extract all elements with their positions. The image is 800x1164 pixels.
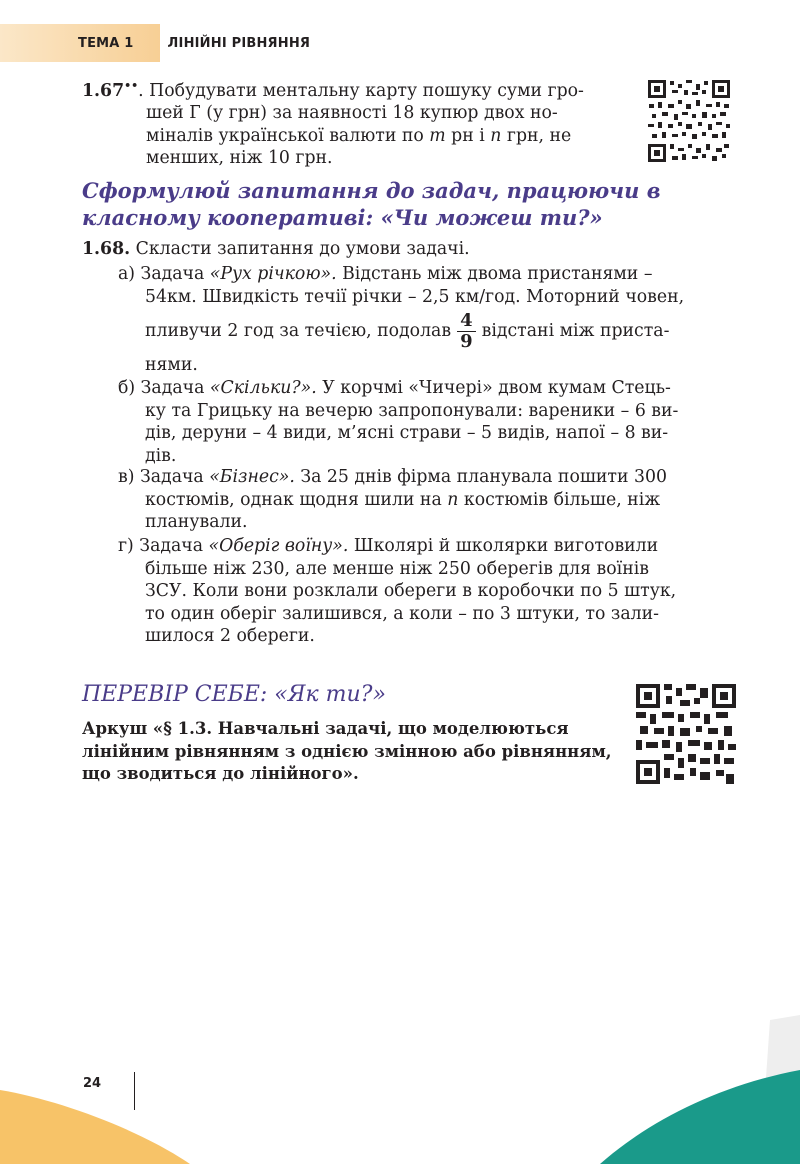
page-header [78,36,310,51]
problem-167 [82,75,622,170]
page-number-divider [134,1072,135,1110]
page-number: 24 [83,1076,102,1091]
fraction: $\frac{4}{9}$ [457,311,476,352]
problem-text: . Побудувати ментальну карту пошуку суми гро- [138,80,584,101]
item-c: в) Задача «Бізнес». За 25 днів фірма планувала пошити 300 костюмів, однак щодня шили на n костюмів більше, ніж планували. [118,467,667,532]
problem-text: міналів української валюти по m рн і n грн, не [146,125,572,146]
teal-corner-shape [600,1070,800,1164]
problem-number: 1.67 [82,80,125,101]
problem-168 [82,238,742,261]
problem-intro: Скласти запитання до умови задачі. [135,239,470,259]
qr-code[interactable] [636,684,736,784]
section-heading: Сформулюй запитання до задач, працюючи в класному кооперативі: «Чи можеш ти?» [82,178,661,230]
qr-code[interactable] [646,78,732,164]
item-d: г) Задача «Оберіг воїну». Школярі й школярки виготовили більше ніж 230, але менше ніж 250 оберегів для воїнів ЗСУ. Коли вони розклали обереги в коробочки по 5 штук, то один оберіг залишився, а коли – по 3 штуки, то зали- шилося 2 обереги. [118,536,677,646]
check-heading: ПЕРЕВІР СЕБЕ: «Як ти?» [82,682,386,707]
orange-corner-shape [0,1090,190,1164]
item-a: а) Задача «Рух річкою». Відстань між двома пристанями – 54км. Швидкість течії річки – 2,5 км/год. Моторний човен, пливучи 2 год за течією, подолав $\frac{4}{9}$ відстані між приста- нями. [118,264,685,375]
problem-text: шей Г (у грн) за наявності 18 купюр двох но- [146,103,558,124]
topic-title: ЛІНІЙНІ РІВНЯННЯ [167,36,311,51]
problem-number: 1.68. [82,239,131,259]
problem-text: менших, ніж 10 грн. [146,148,333,169]
topic-label: ТЕМА 1 [78,36,134,51]
item-b: б) Задача «Скільки?». У корчмі «Чичері» двом кумам Стець- ку та Грицьку на вечерю запропонували: вареники – 6 ви- дів, деруни – 4 види, м’ясні страви – 5 видів, напої – 8 ви- дів. [118,378,679,466]
difficulty-mark: •• [124,79,139,92]
check-text: Аркуш «§ 1.3. Навчальні задачі, що моделюються лінійним рівнянням з однією змінною або рівнянням, що зводиться до лінійного». [82,719,612,783]
